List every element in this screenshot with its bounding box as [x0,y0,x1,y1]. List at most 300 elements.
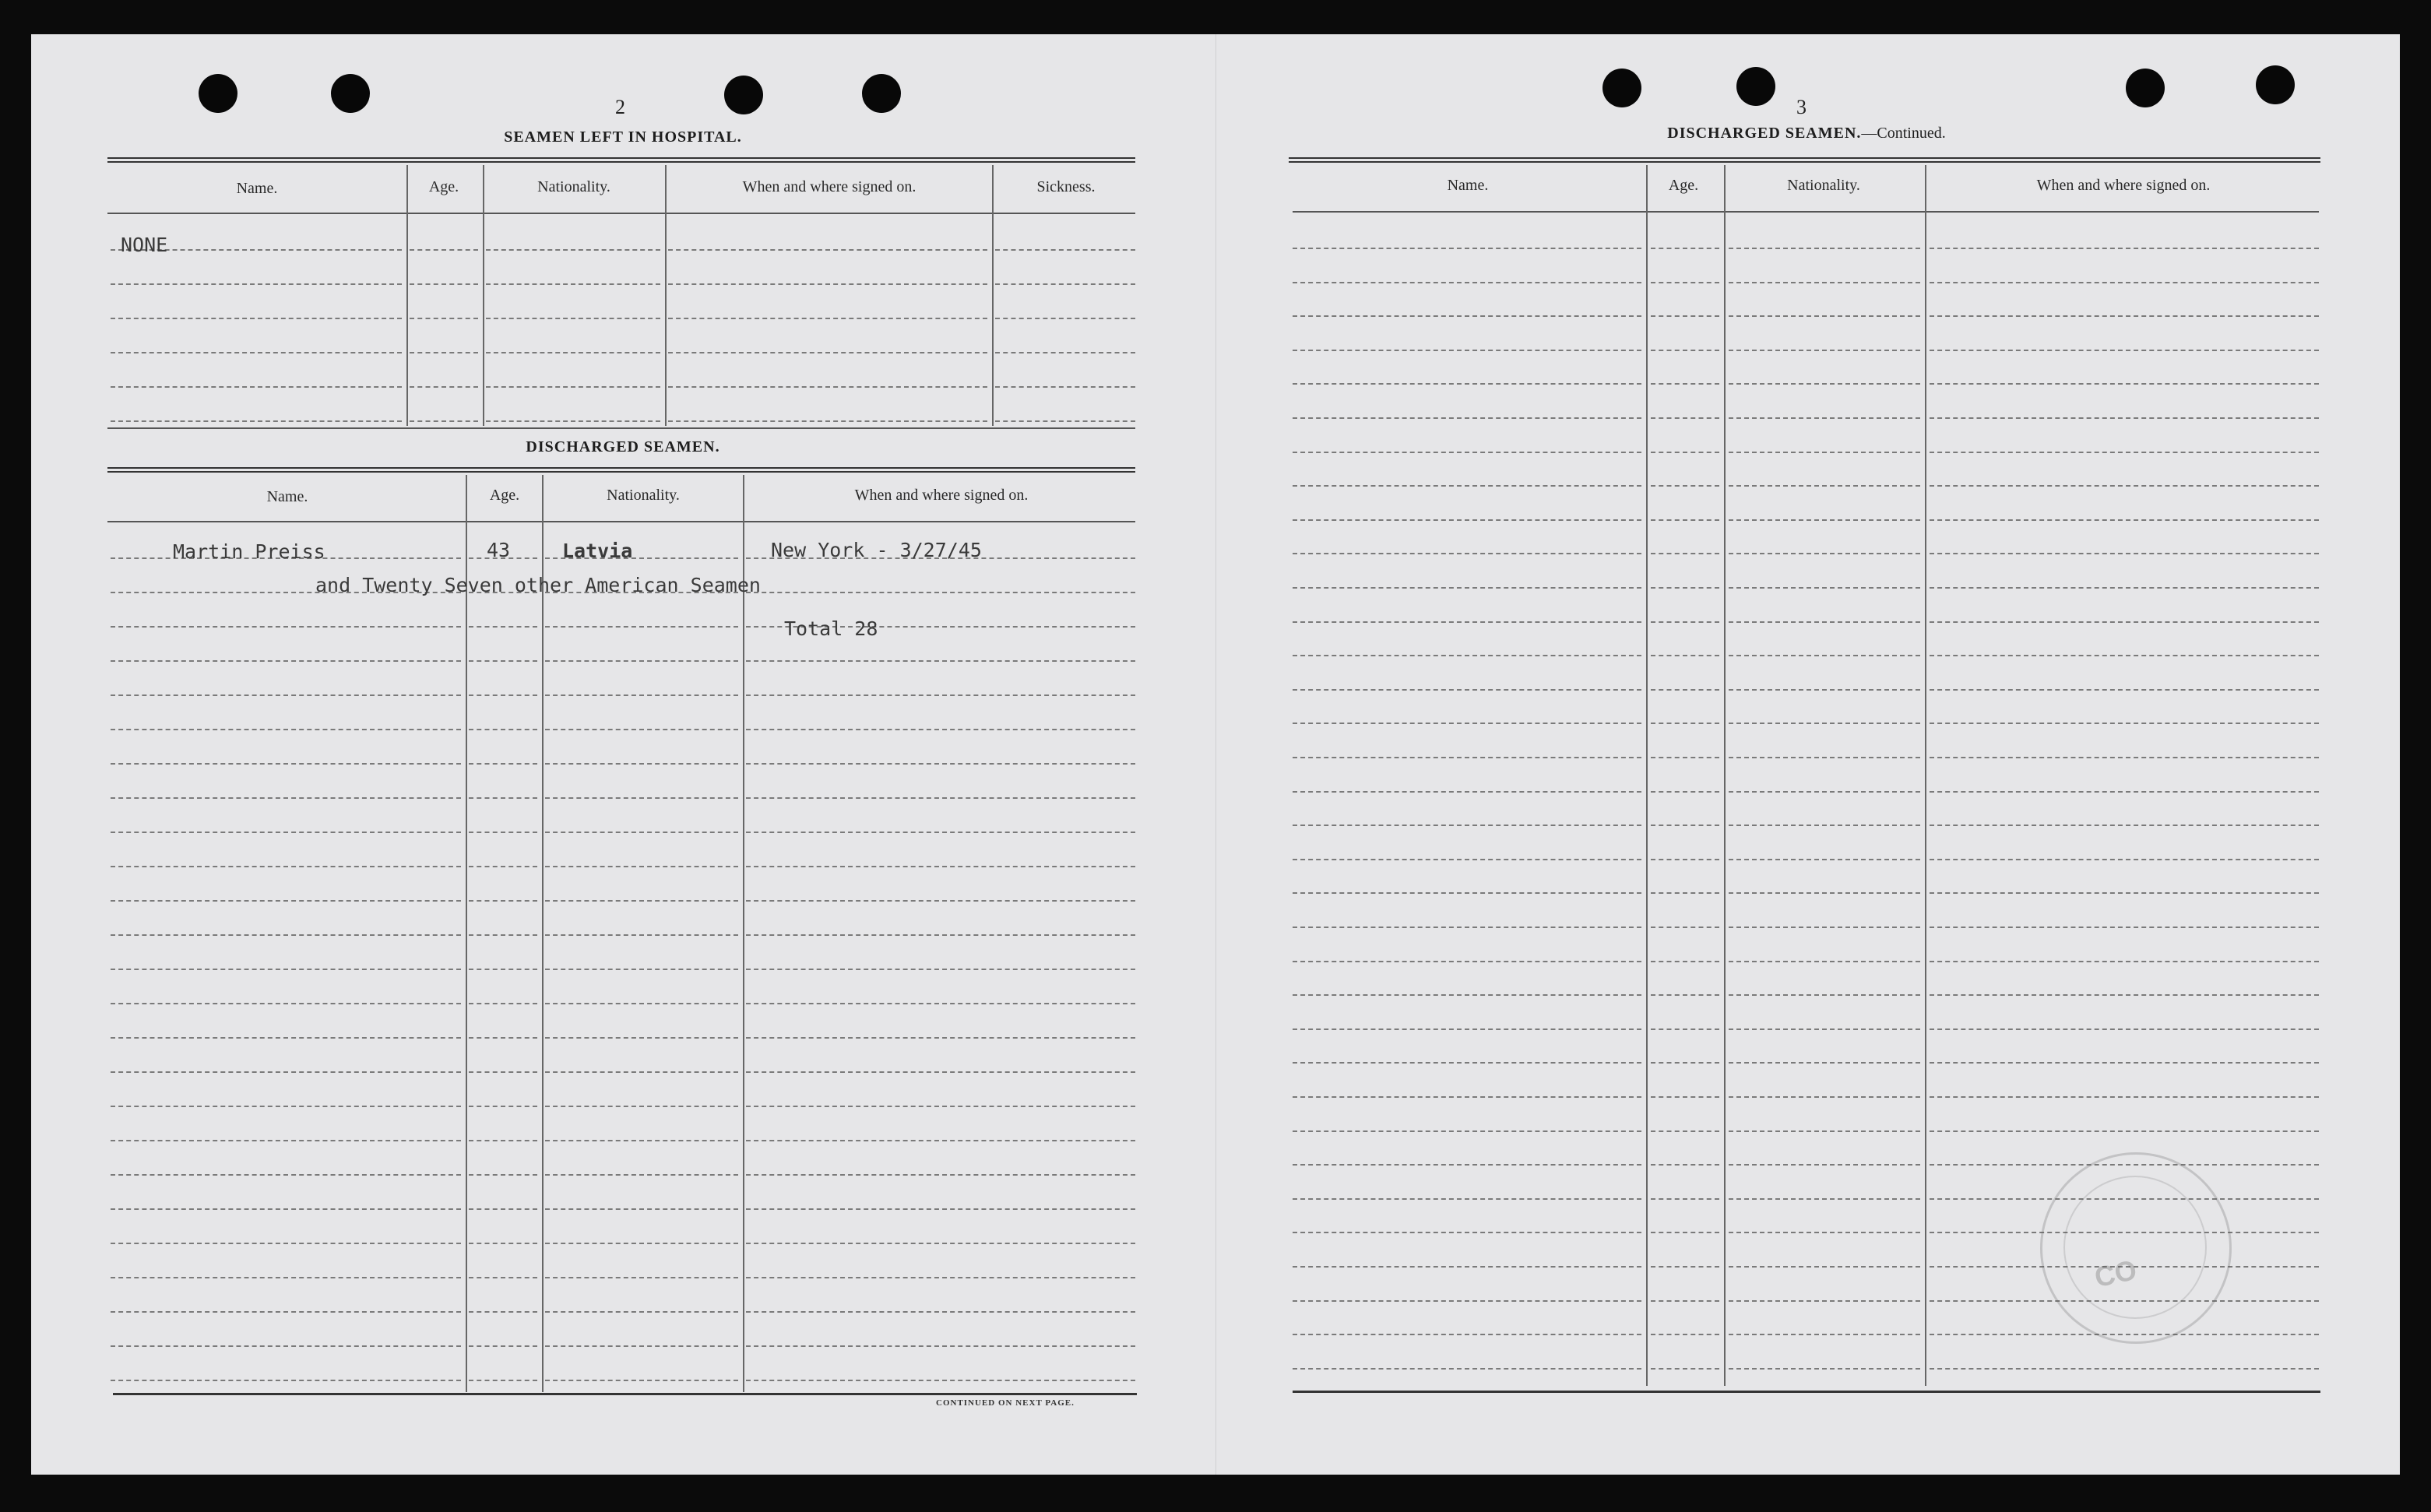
ruled-line [469,797,537,799]
ruled-line [410,386,478,388]
ruled-line [1930,1368,2319,1370]
punch-hole [724,76,763,114]
ruled-line [486,386,660,388]
ruled-line [1293,791,1641,793]
ruled-line [746,1208,1135,1210]
punch-hole [862,74,901,113]
ruled-line [1930,519,2319,521]
right-col-name: Name. [1447,177,1489,194]
punch-hole [331,74,370,113]
ruled-line [545,1277,738,1278]
discharged-entry-age: 43 [487,539,511,561]
ruled-line [410,420,478,422]
ruled-line [1729,723,1920,724]
ruled-line [1293,248,1641,249]
column-divider [542,475,544,1392]
ruled-line [668,318,987,319]
hospital-section-title: SEAMEN LEFT IN HOSPITAL. [504,128,742,146]
discharged-col-name: Name. [266,488,308,505]
ruled-line [486,318,660,319]
ruled-line [469,900,537,902]
column-divider [743,475,744,1392]
ruled-line [486,283,660,285]
ruled-line [1293,1130,1641,1132]
ruled-line [410,352,478,353]
punch-hole [2126,69,2165,107]
ruled-line [1729,1334,1920,1335]
ruled-line [545,626,738,628]
ruled-line [746,1106,1135,1107]
right-col-when-where: When and where signed on. [2036,177,2211,194]
ruled-line [1651,587,1719,589]
ruled-line [1651,655,1719,656]
ruled-line [111,1208,461,1210]
ruled-line [1651,791,1719,793]
ruled-line [1930,383,2319,385]
ruled-line [1651,1266,1719,1268]
ruled-line [1729,621,1920,623]
ruled-line [410,283,478,285]
ruled-line [469,1311,537,1313]
ruled-line [668,283,987,285]
ruled-line [1930,248,2319,249]
ruled-line [746,1243,1135,1244]
ruled-line [111,934,461,936]
ruled-line [1293,1300,1641,1302]
ruled-line [1651,621,1719,623]
ruled-line [1930,757,2319,758]
ruled-line [746,1003,1135,1004]
ruled-line [1293,859,1641,860]
ruled-line [111,797,461,799]
ruled-line [111,1037,461,1039]
hospital-col-when-where: When and where signed on. [742,178,916,195]
page-number-left: 2 [615,96,625,118]
ruled-line [1651,1334,1719,1335]
ruled-line [1930,485,2319,487]
ruled-line [469,1345,537,1347]
hospital-col-sickness: Sickness. [1036,178,1096,195]
ruled-line [1651,452,1719,453]
ruled-line [1293,825,1641,826]
discharged-note: and Twenty Seven other American Seamen [315,574,761,596]
discharged-entry-signed-on: New York - 3/27/45 [771,539,982,561]
discharged-table-top-rule [107,467,1135,473]
ruled-line [1729,282,1920,283]
ruled-line [111,1071,461,1073]
continued-footer: CONTINUED ON NEXT PAGE. [936,1398,1075,1408]
ruled-line [111,318,402,319]
ruled-line [469,1140,537,1141]
ruled-line [111,660,461,662]
ruled-line [1651,519,1719,521]
ruled-line [1293,452,1641,453]
ruled-line [1729,859,1920,860]
ruled-line [1651,689,1719,691]
ruled-line [1651,825,1719,826]
ruled-line [1729,350,1920,351]
ruled-line [486,352,660,353]
ruled-line [746,1071,1135,1073]
ruled-line [469,969,537,970]
ruled-line [746,1140,1135,1141]
ruled-line [111,694,461,696]
ruled-line [1293,587,1641,589]
ruled-line [1651,1300,1719,1302]
ruled-line [668,386,987,388]
ruled-line [1293,655,1641,656]
ruled-line [469,1277,537,1278]
ruled-line [1729,791,1920,793]
ruled-line [746,1380,1135,1381]
ruled-line [1729,417,1920,419]
ruled-line [1651,383,1719,385]
ruled-line [1930,859,2319,860]
ruled-line [469,866,537,867]
ruled-line [545,1208,738,1210]
ruled-line [1651,1096,1719,1098]
ruled-line [1293,315,1641,317]
ruled-line [1729,892,1920,894]
ruled-line [1729,927,1920,928]
title-continued: —Continued. [1861,125,1946,142]
ruled-line [469,694,537,696]
ruled-line [1293,350,1641,351]
ruled-line [111,866,461,867]
punch-hole [1736,67,1775,106]
ruled-line [1293,1062,1641,1064]
hospital-entry-none: NONE [121,234,168,256]
ruled-line [1293,961,1641,962]
right-bottom-rule [1293,1391,2320,1393]
ruled-line [1930,587,2319,589]
ruled-line [746,866,1135,867]
ruled-line [1930,350,2319,351]
hospital-col-age: Age. [428,178,459,195]
right-table-top-rule [1289,157,2320,163]
ruled-line [1651,417,1719,419]
ruled-line [111,283,402,285]
ruled-line [111,1106,461,1107]
ruled-line [410,318,478,319]
ruled-line [469,1071,537,1073]
ruled-line [1729,994,1920,996]
ruled-line [1930,994,2319,996]
ruled-line [1293,723,1641,724]
ruled-line [1293,1334,1641,1335]
discharged-bottom-rule [113,1393,1137,1395]
ruled-line [111,352,402,353]
ruled-line [545,1140,738,1141]
ruled-line [545,1071,738,1073]
ruled-line [469,1037,537,1039]
ruled-line [1293,553,1641,554]
ruled-line [1930,1130,2319,1132]
ruled-line [1651,1130,1719,1132]
ruled-line [469,660,537,662]
ruled-line [111,729,461,730]
ruled-line [545,900,738,902]
ruled-line [469,626,537,628]
ruled-line [1729,519,1920,521]
ruled-line [1930,1096,2319,1098]
ruled-line [1729,1096,1920,1098]
ruled-line [1651,859,1719,860]
ruled-line [1293,383,1641,385]
ruled-line [1651,553,1719,554]
ruled-line [1930,1062,2319,1064]
ruled-line [1651,723,1719,724]
ruled-line [746,832,1135,833]
ruled-line [545,1174,738,1176]
ruled-line [1293,417,1641,419]
ruled-line [545,969,738,970]
ruled-line [1651,315,1719,317]
column-divider [992,165,994,426]
ruled-line [545,866,738,867]
ruled-line [1729,315,1920,317]
hospital-bottom-rule [107,427,1135,429]
ruled-line [746,1311,1135,1313]
ruled-line [995,283,1135,285]
ruled-line [486,420,660,422]
ruled-line [1729,1300,1920,1302]
right-col-nationality: Nationality. [1787,177,1860,194]
column-divider [665,165,667,426]
ruled-line [1930,655,2319,656]
ruled-line [1651,1232,1719,1233]
right-header-rule [1293,211,2319,213]
ruled-line [545,763,738,765]
ruled-line [1651,892,1719,894]
ruled-line [469,832,537,833]
discharged-col-when-where: When and where signed on. [854,487,1029,504]
postmark-stamp-text: CO [2092,1253,2140,1294]
ruled-line [1729,655,1920,656]
ruled-line [995,352,1135,353]
ruled-line [545,1003,738,1004]
ruled-line [1651,757,1719,758]
ruled-line [1651,1062,1719,1064]
ruled-line [1293,892,1641,894]
postmark-stamp-inner [2063,1176,2207,1319]
ruled-line [111,1380,461,1381]
ruled-line [545,694,738,696]
ruled-line [1930,282,2319,283]
discharged-col-nationality: Nationality. [607,487,680,504]
ruled-line [111,420,402,422]
ruled-line [111,1140,461,1141]
ruled-line [1293,1198,1641,1200]
ruled-line [469,1003,537,1004]
ruled-line [746,1037,1135,1039]
ruled-line [1930,1029,2319,1030]
ruled-line [1930,961,2319,962]
ruled-line [746,1277,1135,1278]
ruled-line [111,626,461,628]
discharged-header-rule [107,521,1135,522]
ruled-line [545,729,738,730]
ruled-line [1651,485,1719,487]
ruled-line [545,1380,738,1381]
ruled-line [668,420,987,422]
ruled-line [746,797,1135,799]
ruled-line [1293,994,1641,996]
ruled-line [746,729,1135,730]
ruled-line [1293,485,1641,487]
ruled-line [1729,452,1920,453]
discharged-continued-title [1604,125,2009,142]
ruled-line [545,1345,738,1347]
discharged-section-title: DISCHARGED SEAMEN. [526,438,720,455]
column-divider [1646,165,1648,1386]
ruled-line [1930,315,2319,317]
ruled-line [995,318,1135,319]
ruled-line [1729,961,1920,962]
ruled-line [995,420,1135,422]
ruled-line [486,249,660,251]
discharged-entry-nationality: Latvia [562,540,633,562]
hospital-col-name: Name. [236,180,278,197]
ruled-line [1729,248,1920,249]
ruled-line [746,900,1135,902]
punch-hole [199,74,237,113]
ruled-line [1930,553,2319,554]
ruled-line [1729,825,1920,826]
ruled-line [1651,282,1719,283]
ruled-line [1930,791,2319,793]
ruled-line [1729,1164,1920,1166]
ruled-line [469,1243,537,1244]
column-divider [1724,165,1726,1386]
ruled-line [111,1243,461,1244]
ruled-line [1651,248,1719,249]
ruled-line [111,386,402,388]
ruled-line [1930,417,2319,419]
ruled-line [1293,1029,1641,1030]
ruled-line [1293,1232,1641,1233]
ruled-line [1293,927,1641,928]
ruled-line [1729,689,1920,691]
ruled-line [746,763,1135,765]
right-col-age: Age. [1668,177,1699,194]
ruled-line [469,1380,537,1381]
ruled-line [545,1037,738,1039]
ruled-line [545,934,738,936]
punch-hole [1602,69,1641,107]
column-divider [483,165,484,426]
ruled-line [1293,689,1641,691]
ruled-line [469,1174,537,1176]
ruled-line [1930,892,2319,894]
ruled-line [469,729,537,730]
ruled-line [746,592,1135,593]
page-number-right: 3 [1796,96,1807,118]
hospital-header-rule [107,213,1135,214]
ruled-line [1930,825,2319,826]
ruled-line [111,969,461,970]
ruled-line [111,1003,461,1004]
column-divider [406,165,408,426]
ruled-line [410,249,478,251]
ruled-line [1293,1164,1641,1166]
ruled-line [1293,1266,1641,1268]
hospital-col-nationality: Nationality. [537,178,610,195]
ruled-line [545,660,738,662]
ruled-line [111,1311,461,1313]
ruled-line [1930,927,2319,928]
ruled-line [545,797,738,799]
discharged-total: Total 28 [784,617,878,640]
ruled-line [1293,1096,1641,1098]
ruled-line [469,934,537,936]
ruled-line [545,1243,738,1244]
column-divider [1925,165,1926,1386]
ruled-line [1729,1029,1920,1030]
ruled-line [469,763,537,765]
punch-hole [2256,65,2295,104]
ruled-line [1729,1232,1920,1233]
ruled-line [545,832,738,833]
ruled-line [1651,1164,1719,1166]
ruled-line [469,1208,537,1210]
ruled-line [746,1345,1135,1347]
ruled-line [1729,587,1920,589]
ruled-line [746,969,1135,970]
discharged-entry-name: Martin Preiss [173,540,325,563]
ruled-line [111,900,461,902]
ruled-line [746,1174,1135,1176]
ruled-line [746,660,1135,662]
ruled-line [995,249,1135,251]
ruled-line [1930,621,2319,623]
ruled-line [1729,1130,1920,1132]
ruled-line [1729,1266,1920,1268]
ruled-line [1293,519,1641,521]
ruled-line [668,249,987,251]
ruled-line [1930,723,2319,724]
ruled-line [545,1311,738,1313]
ruled-line [1651,994,1719,996]
ruled-line [1729,1368,1920,1370]
ruled-line [668,352,987,353]
title-main: DISCHARGED SEAMEN. [1667,125,1862,142]
ruled-line [1293,282,1641,283]
ruled-line [111,1345,461,1347]
ruled-line [1293,757,1641,758]
discharged-col-age: Age. [489,487,520,504]
ruled-line [1651,927,1719,928]
ruled-line [1930,689,2319,691]
ruled-line [1729,553,1920,554]
ruled-line [1651,1198,1719,1200]
ruled-line [1651,1029,1719,1030]
ruled-line [1729,485,1920,487]
hospital-table-top-rule [107,157,1135,163]
ruled-line [1651,1368,1719,1370]
ruled-line [746,694,1135,696]
ruled-line [1729,1062,1920,1064]
column-divider [466,475,467,1392]
ruled-line [469,1106,537,1107]
ruled-line [111,1277,461,1278]
ruled-line [111,763,461,765]
ruled-line [995,386,1135,388]
ruled-line [1729,757,1920,758]
ruled-line [746,934,1135,936]
ruled-line [1729,383,1920,385]
ruled-line [111,1174,461,1176]
